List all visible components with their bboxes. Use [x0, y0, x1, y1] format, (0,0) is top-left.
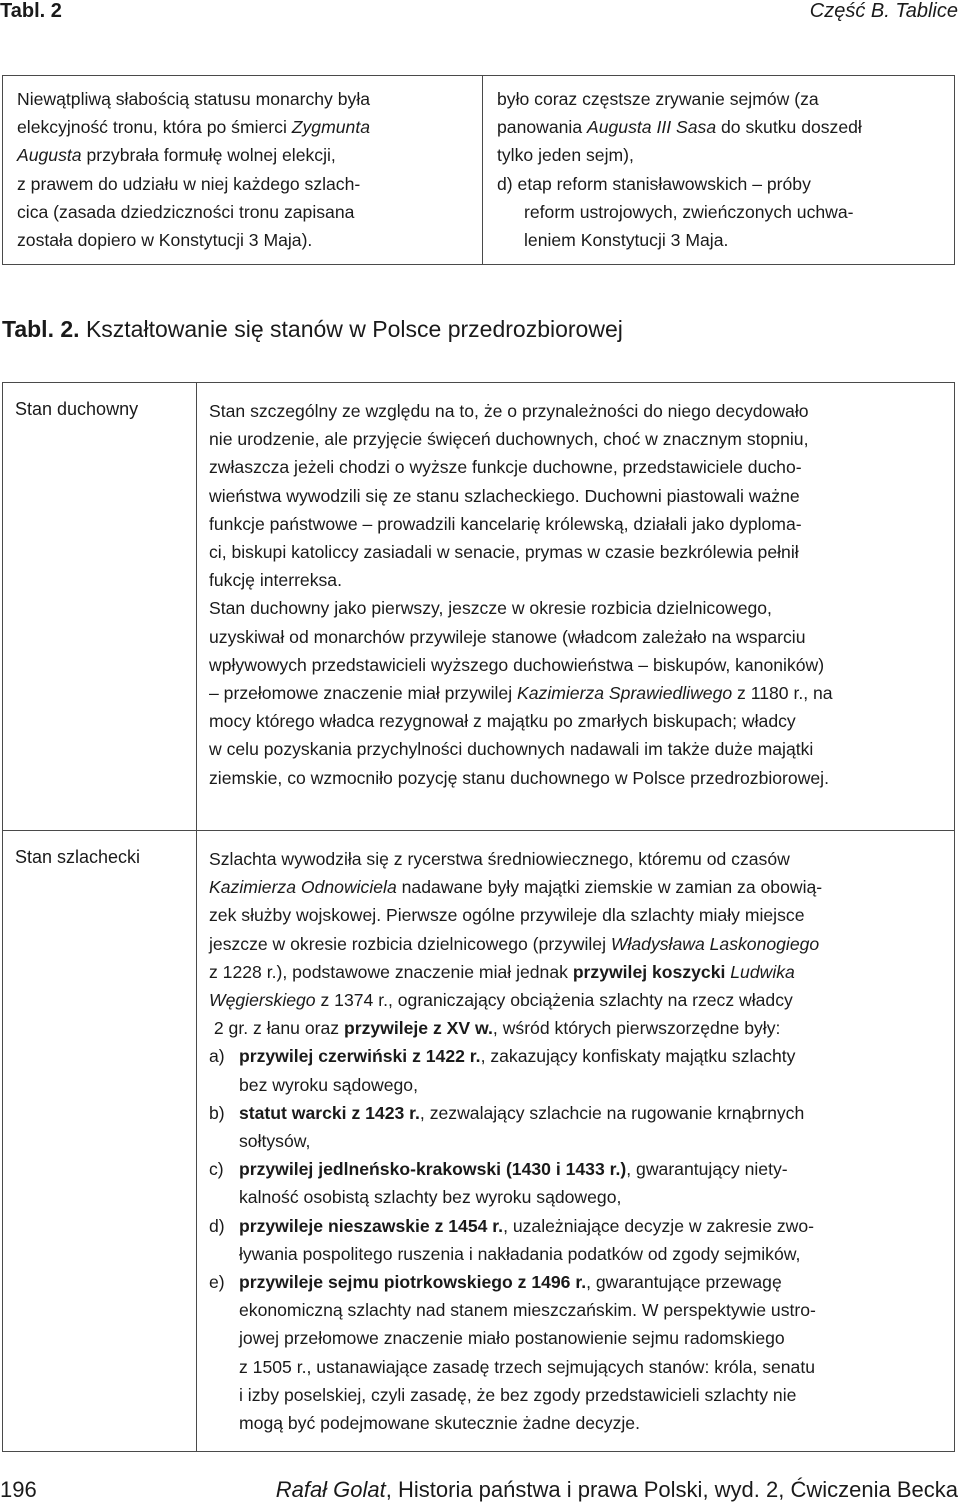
- list-letter: c): [209, 1159, 224, 1180]
- text-line: jeszcze w okresie rozbicia dzielnicowego (przywilej Władysława Laskonogiego: [209, 933, 820, 954]
- list-item: [209, 1042, 948, 1098]
- row-content-clergy: [197, 383, 955, 831]
- row-label-nobility: Stan szlachecki: [3, 831, 197, 1452]
- text-line: kalność osobistą szlachty bez wyroku sądowego,: [239, 1187, 622, 1208]
- text-line: z prawem do udziału w niej każdego szlach-: [17, 173, 361, 194]
- text-line: leniem Konstytucji 3 Maja.: [524, 230, 729, 251]
- list-letter: a): [209, 1046, 225, 1067]
- text-line: zwłaszcza jeżeli chodzi o wyższe funkcje duchowne, przedstawiciele ducho-: [209, 457, 802, 478]
- estates-table: [2, 382, 955, 1452]
- text-line: mogą być podejmowane skutecznie żadne decyzje.: [239, 1413, 640, 1434]
- list-letter: b): [209, 1102, 225, 1123]
- text-line: ływania pospolitego ruszenia i nakładania podatków od zgody sejmików,: [239, 1243, 801, 1264]
- text-line: z 1505 r., ustanawiające zasadę trzech sejmujących stanów: króla, senatu: [239, 1356, 816, 1377]
- text-line: Stan szczególny ze względu na to, że o przynależności do niego decydowało: [209, 401, 809, 421]
- text-line: przywileje sejmu piotrkowskiego z 1496 r., gwarantujące przewagę: [239, 1272, 782, 1293]
- text-line: nie urodzenie, ale przyjęcie święceń duchownych, choć w znacznym stopniu,: [209, 429, 809, 450]
- footer-book-title: , Historia państwa i prawa Polski, wyd. 2, Ćwiczenia Becka: [385, 1477, 958, 1502]
- table-row: [3, 831, 955, 1452]
- list-item: [209, 1268, 948, 1437]
- footer-citation: [276, 1477, 958, 1503]
- text-line: cica (zasada dziedziczności tronu zapisana: [17, 201, 355, 222]
- list-letter: e): [209, 1272, 225, 1293]
- text-line: uzyskiwał od monarchów przywileje stanowe (władcom zależało na wsparciu: [209, 626, 806, 647]
- text-line: Stan duchowny jako pierwszy, jeszcze w okresie rozbicia dzielnicowego,: [209, 598, 772, 619]
- table-title-label: Tabl. 2.: [2, 316, 80, 342]
- header-table-number: Tabl. 2: [0, 0, 62, 22]
- page-number: 196: [0, 1477, 37, 1502]
- text-line: i izby poselskiej, czyli zasadę, że bez zgody przedstawicieli szlachty nie: [239, 1384, 797, 1405]
- continuation-cell-right: [483, 76, 955, 265]
- text-line: Augusta przybrała formułę wolnej elekcji,: [17, 145, 336, 166]
- continuation-cell-left: [3, 76, 483, 265]
- text-line: Węgierskiego z 1374 r., ograniczający obciążenia szlachty na rzecz władcy: [209, 990, 793, 1011]
- text-line: 2 gr. z łanu oraz przywileje z XV w., wśród których pierwszorzędne były:: [209, 1018, 781, 1039]
- text-line: Niewątpliwą słabością statusu monarchy była: [17, 89, 371, 109]
- text-line: przywilej jedlneńsko-krakowski (1430 i 1433 r.), gwarantujący niety-: [239, 1159, 788, 1180]
- text-line: – przełomowe znaczenie miał przywilej Kazimierza Sprawiedliwego z 1180 r., na: [209, 683, 833, 704]
- text-line: d) etap reform stanisławowskich – próby: [497, 173, 811, 194]
- text-line: ekonomiczną szlachty nad stanem mieszczańskim. W perspektywie ustro-: [239, 1300, 816, 1321]
- text-line: było coraz częstsze zrywanie sejmów (za: [497, 89, 819, 109]
- text-line: przywileje nieszawskie z 1454 r., uzależniające decyzje w zakresie zwo-: [239, 1215, 815, 1236]
- text-line: zek służby wojskowej. Pierwsze ogólne przywileje dla szlachty miały miejsce: [209, 905, 805, 926]
- text-line: tylko jeden sejm),: [497, 145, 634, 166]
- text-line: statut warcki z 1423 r., zezwalający szlachcie na rugowanie krnąbrnych: [239, 1102, 805, 1123]
- table-title-text: Kształtowanie się stanów w Polsce przedrozbiorowej: [85, 316, 623, 342]
- list-letter: d): [209, 1215, 225, 1236]
- text-line: Kazimierza Odnowiciela nadawane były majątki ziemskie w zamian za obowią-: [209, 877, 823, 898]
- page-footer: [0, 1477, 960, 1507]
- text-line: wieństwa wywodzili się ze stanu szlacheckiego. Duchowni piastowali ważne: [209, 485, 800, 506]
- text-line: z 1228 r.), podstawowe znaczenie miał jednak przywilej koszycki Ludwika: [209, 961, 795, 982]
- text-line: elekcyjność tronu, która po śmierci Zygmunta: [17, 117, 370, 138]
- text-line: została dopiero w Konstytucji 3 Maja).: [17, 230, 313, 251]
- text-line: reform ustrojowych, zwieńczonych uchwa-: [524, 201, 854, 222]
- table-title: [2, 316, 623, 343]
- text-line: przywilej czerwiński z 1422 r., zakazujący konfiskaty majątku szlachty: [239, 1046, 796, 1067]
- page-header: [0, 0, 960, 26]
- text-line: sołtysów,: [239, 1131, 311, 1152]
- header-section-title: Część B. Tablice: [809, 0, 958, 22]
- footer-author: Rafał Golat: [275, 1477, 386, 1502]
- text-line: ziemskie, co wzmocniło pozycję stanu duchownego w Polsce przedrozbiorowej.: [209, 767, 829, 788]
- continuation-table: [2, 75, 955, 265]
- text-line: wpływowych przedstawicieli wyższego duchowieństwa – biskupów, kanoników): [209, 654, 825, 675]
- table-row: [3, 383, 955, 831]
- list-item: [209, 1099, 948, 1155]
- text-line: bez wyroku sądowego,: [239, 1074, 418, 1095]
- text-line: panowania Augusta III Sasa do skutku doszedł: [497, 117, 862, 138]
- text-line: Szlachta wywodziła się z rycerstwa średniowiecznego, któremu od czasów: [209, 849, 790, 869]
- text-line: funkcje państwowe – prowadzili kancelarię królewską, działali jako dyploma-: [209, 513, 802, 534]
- text-line: ci, biskupi katoliccy zasiadali w senacie, prymas w czasie bezkrólewia pełnił: [209, 542, 799, 563]
- list-item: [209, 1155, 948, 1211]
- text-line: mocy którego władca rezygnował z majątku po zmarłych biskupach; władcy: [209, 711, 796, 732]
- list-item: [209, 1212, 948, 1268]
- text-line: jowej przełomowe znaczenie miało postanowienie sejmu radomskiego: [239, 1328, 785, 1349]
- text-line: w celu pozyskania przychylności duchownych nadawali im także duże majątki: [209, 739, 814, 760]
- row-label-clergy: Stan duchowny: [3, 383, 197, 831]
- row-content-nobility: [197, 831, 955, 1452]
- text-line: fukcję interreksa.: [209, 570, 342, 591]
